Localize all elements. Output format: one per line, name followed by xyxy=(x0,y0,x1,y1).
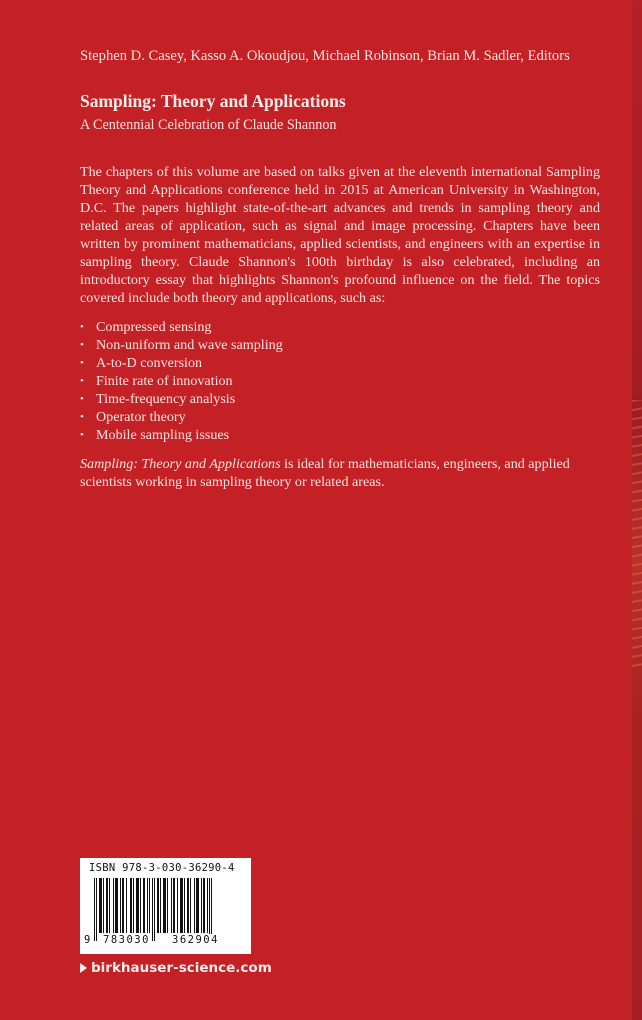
bullet-icon: • xyxy=(80,393,84,405)
editors-line: Stephen D. Casey, Kasso A. Okoudjou, Michael Robinson, Brian M. Sadler, Editors xyxy=(80,48,570,64)
bullet-icon: • xyxy=(80,321,84,333)
bullet-icon: • xyxy=(80,339,84,351)
topics-list xyxy=(80,318,283,444)
list-item: • Mobile sampling issues xyxy=(80,427,230,443)
closing-text: is ideal for mathematicians, engineers, and applied scientists working in sampling theory or related areas. xyxy=(80,456,570,490)
spine-decoration xyxy=(632,400,642,670)
closing-title-italic: Sampling: Theory and Applications xyxy=(80,456,281,472)
closing-paragraph xyxy=(80,455,600,491)
list-item: • Non-uniform and wave sampling xyxy=(80,337,283,353)
list-item: • Operator theory xyxy=(80,409,186,425)
website-link: birkhauser-science.com xyxy=(91,960,272,976)
book-title: Sampling: Theory and Applications xyxy=(80,91,346,111)
description-paragraph: The chapters of this volume are based on talks given at the eleventh international Sampling Theory and Applications conference held in 2015 at American University in Washington, D.C. The papers highlight state-of-the-art advances and trends in sampling theory and related areas of application, such as signal and image processing. Chapters have been written by prominent mathematicians, applied scientists, and engineers with an expertise in sampling theory. Claude Shannon's 100th birthday is also celebrated, including an introductory essay that highlights Shannon's profound influence on the field. The topics covered include both theory and applications, such as: xyxy=(80,164,600,306)
book-subtitle: A Centennial Celebration of Claude Shannon xyxy=(80,117,337,133)
publisher-website xyxy=(80,960,272,976)
barcode-bars xyxy=(94,878,248,941)
isbn-label: ISBN 978-3-030-36290-4 xyxy=(89,862,235,874)
bullet-icon: • xyxy=(80,375,84,387)
bullet-icon: • xyxy=(80,429,84,441)
list-item: • A-to-D conversion xyxy=(80,355,203,371)
bullet-icon: • xyxy=(80,357,84,369)
list-item: • Finite rate of innovation xyxy=(80,373,233,389)
play-arrow-icon xyxy=(80,963,87,973)
list-item: • Time-frequency analysis xyxy=(80,391,236,407)
bullet-icon: • xyxy=(80,411,84,423)
spine-edge xyxy=(632,0,642,1020)
list-item: • Compressed sensing xyxy=(80,319,212,335)
isbn-barcode: ISBN 978-3-030-36290-4 9 783030 362904 xyxy=(80,858,251,954)
